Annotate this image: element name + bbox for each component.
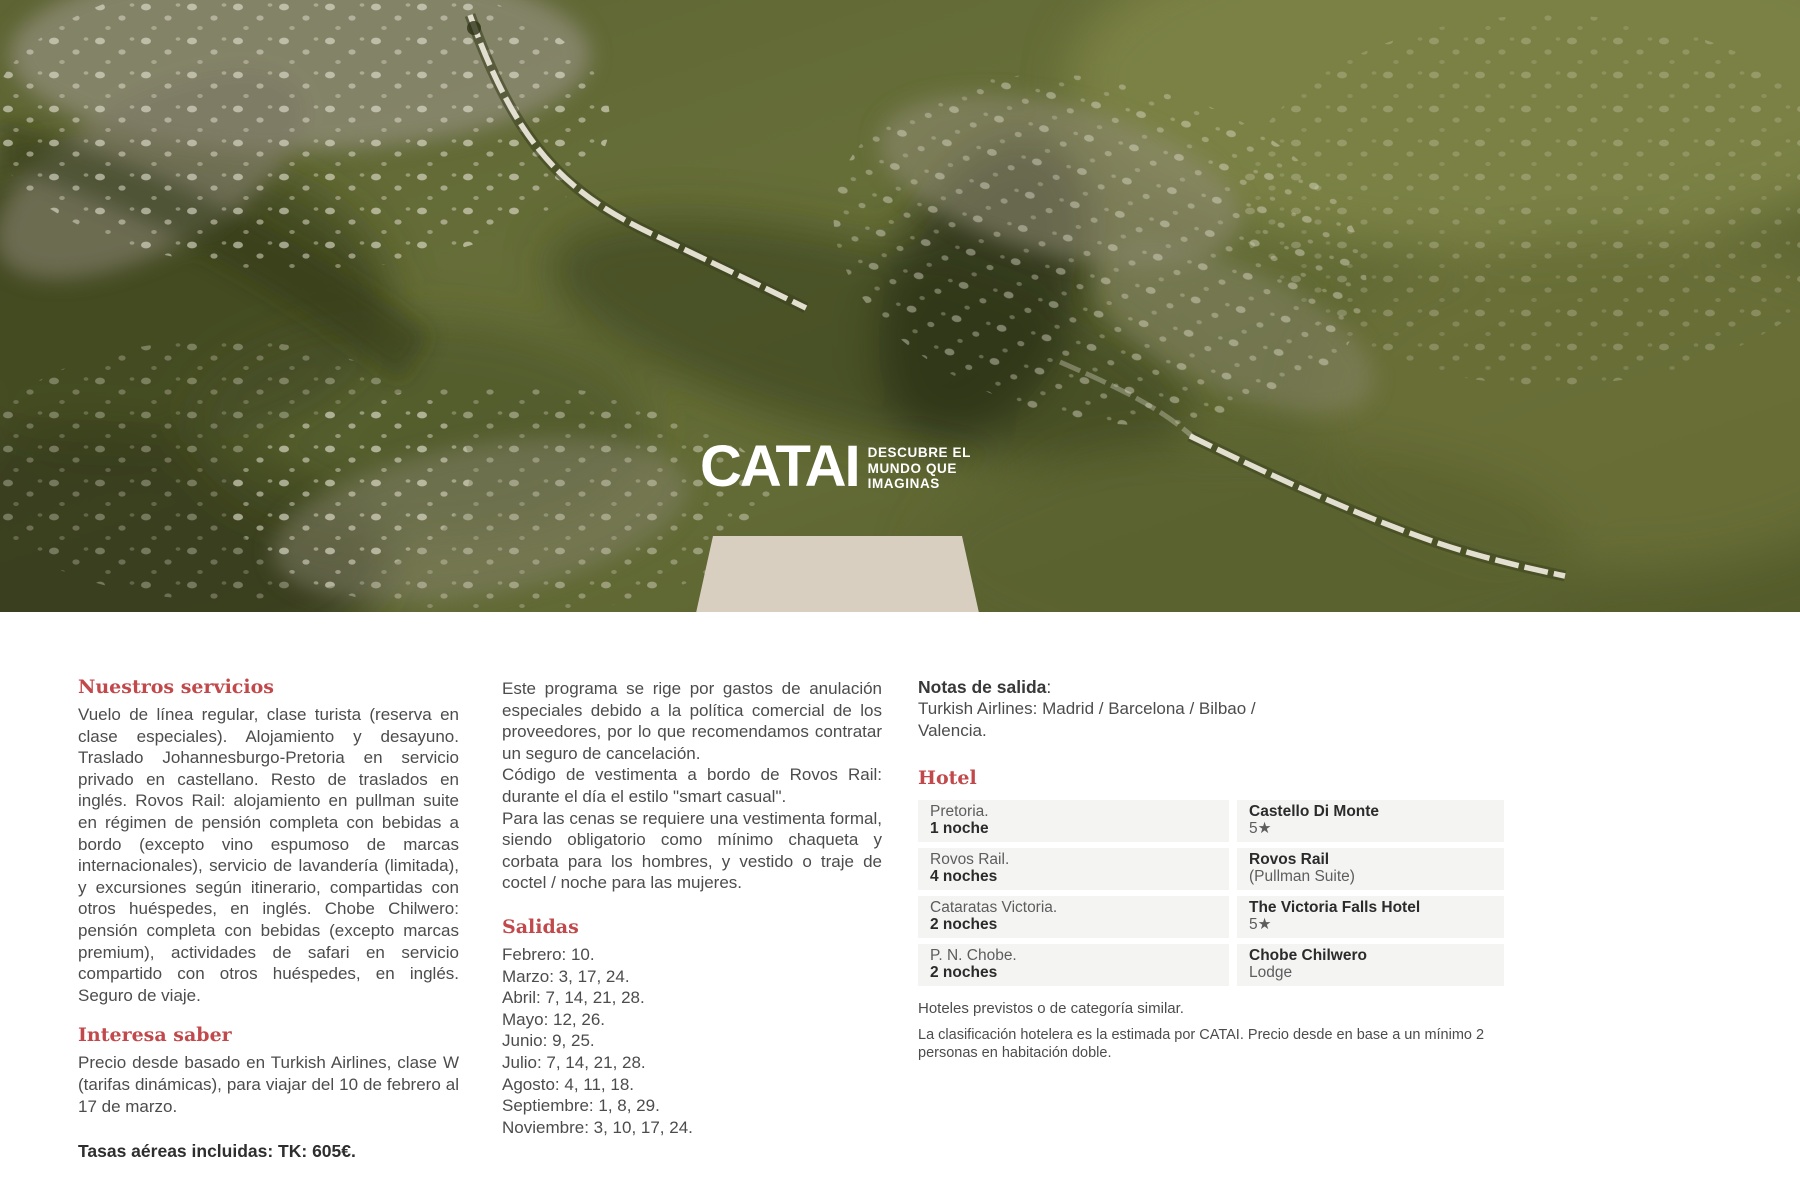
- beige-trapezoid: [696, 536, 979, 612]
- hotel-table: [918, 800, 1504, 986]
- notas-heading: [918, 676, 1504, 698]
- conditions-column: [502, 678, 882, 1138]
- hotel-category: 5★: [1249, 915, 1272, 933]
- tagline-line: MUNDO QUE: [867, 460, 957, 476]
- salidas-heading: Salidas: [502, 915, 579, 938]
- departure-date-line: Junio: 9, 25.: [502, 1031, 595, 1051]
- hotel-name-cell: [1237, 848, 1504, 890]
- notas-heading-colon: :: [1046, 677, 1052, 697]
- tagline-line: DESCUBRE EL: [867, 445, 971, 460]
- hotel-place: P. N. Chobe.: [930, 947, 1017, 965]
- services-column: [78, 676, 459, 1162]
- hotel-nights: 2 noches: [930, 915, 998, 933]
- hotel-place: Cataratas Victoria.: [930, 899, 1058, 917]
- interesa-body: Precio desde basado en Turkish Airlines, clase W (tarifas dinámicas), para viajar del 10 de febrero al 17 de marzo.: [78, 1053, 459, 1116]
- departure-date-line: Noviembre: 3, 10, 17, 24.: [502, 1117, 693, 1137]
- hotel-name: Castello Di Monte: [1249, 803, 1380, 821]
- notas-heading-bold: Notas de salida: [918, 677, 1047, 697]
- services-body: Vuelo de línea regular, clase turista (reserva en clase especiales). Alojamiento y desayuno. Traslado Johannesburgo-Pretoria en servicio privado en castellano. Resto de traslados en inglés. Rovos Rail: alojamiento en pullman suite en régimen de pensión completa con bebidas a bordo (excepto vino espumoso de marcas internacionales), servicio de lavandería (limitada), y excursiones según itinerario, compartidas con otros huéspedes, en inglés. Chobe Chilwero: pensión completa con bebidas (excepto marcas premium), actividades de safari en servicio compartido con otros huéspedes, en inglés. Seguro de viaje.: [78, 705, 459, 1005]
- hotel-place-cell: [918, 848, 1229, 890]
- hotel-nights: 1 noche: [930, 819, 989, 837]
- hotel-name-cell: [1237, 944, 1504, 986]
- air-taxes-line: Tasas aéreas incluidas: TK: 605€.: [78, 1141, 356, 1162]
- services-heading: Nuestros servicios: [78, 676, 274, 698]
- interesa-heading: Interesa saber: [78, 1024, 232, 1047]
- hotel-name: The Victoria Falls Hotel: [1249, 899, 1421, 917]
- departure-date-line: Mayo: 12, 26.: [502, 1009, 606, 1029]
- hotel-heading: Hotel: [918, 767, 977, 790]
- departure-dates-list: [502, 944, 882, 1138]
- departure-date-line: Marzo: 3, 17, 24.: [502, 966, 630, 986]
- hotel-name: Chobe Chilwero: [1249, 947, 1367, 965]
- hotel-place-cell: [918, 944, 1229, 986]
- departure-date-line: Febrero: 10.: [502, 944, 595, 964]
- departure-date-line: Septiembre: 1, 8, 29.: [502, 1096, 660, 1116]
- classification-footnote: La clasificación hotelera es la estimada por CATAI. Precio desde en base a un mínimo 2 personas en habitación doble.: [918, 1027, 1485, 1062]
- catai-logo-wordmark: CATAI: [700, 434, 859, 499]
- notas-airlines-line1: Turkish Airlines: Madrid / Barcelona / Bilbao /: [918, 699, 1256, 718]
- hotel-nights: 4 noches: [930, 867, 998, 885]
- hotel-name-cell: [1237, 896, 1504, 938]
- departure-date-line: Julio: 7, 14, 21, 28.: [502, 1052, 646, 1072]
- notes-column: [918, 676, 1504, 1062]
- conditions-para3: Para las cenas se requiere una vestimenta formal, siendo obligatorio como mínimo chaqueta y corbata para los hombres, y vestido o traje de coctel / noche para las mujeres.: [502, 808, 882, 893]
- notas-airlines-line2: Valencia.: [918, 720, 987, 740]
- hotel-category: 5★: [1249, 819, 1272, 837]
- catai-logo: [700, 434, 971, 499]
- hotel-category: Lodge: [1249, 963, 1293, 981]
- hotel-name-cell: [1237, 800, 1504, 842]
- hotels-footnote: Hoteles previstos o de categoría similar.: [918, 1000, 1184, 1018]
- conditions-para2: Código de vestimenta a bordo de Rovos Rail: durante el día el estilo "smart casual".: [502, 765, 882, 806]
- conditions-para1: Este programa se rige por gastos de anulación especiales debido a la política comercial de los proveedores, por lo que recomendamos contratar un seguro de cancelación.: [502, 679, 882, 763]
- hotel-category: (Pullman Suite): [1249, 867, 1355, 885]
- hotel-place-cell: [918, 800, 1229, 842]
- hotel-place-cell: [918, 896, 1229, 938]
- hotel-nights: 2 noches: [930, 963, 998, 981]
- departure-date-line: Agosto: 4, 11, 18.: [502, 1074, 634, 1094]
- hotel-place: Pretoria.: [930, 803, 989, 821]
- hotel-name: Rovos Rail: [1249, 851, 1330, 869]
- catai-logo-tagline: [868, 442, 971, 492]
- hotel-place: Rovos Rail.: [930, 851, 1010, 869]
- departure-date-line: Abril: 7, 14, 21, 28.: [502, 988, 645, 1008]
- tagline-line: IMAGINAS: [867, 476, 940, 491]
